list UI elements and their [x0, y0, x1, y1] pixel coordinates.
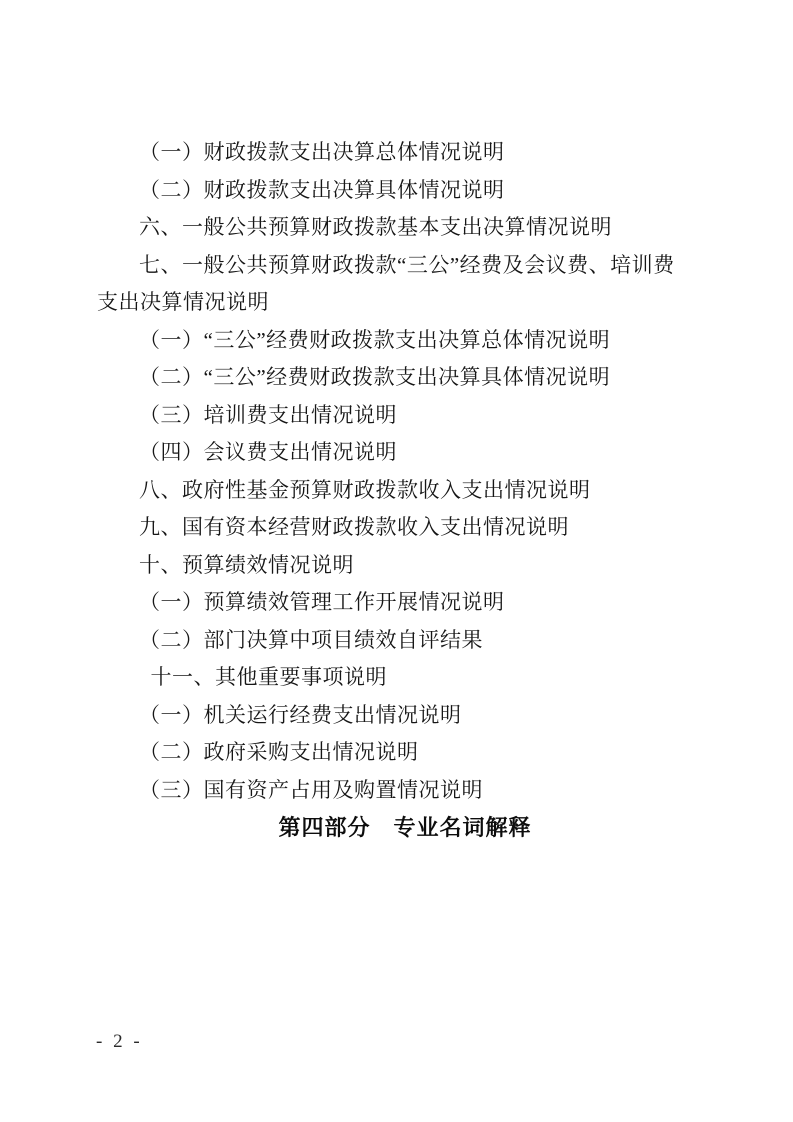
toc-line: 九、国有资本经营财政拨款收入支出情况说明	[139, 515, 569, 539]
toc-line: （一）“三公”经费财政拨款支出决算总体情况说明	[139, 327, 611, 352]
toc-line: （三）培训费支出情况说明	[139, 402, 397, 427]
section-heading: 第四部分 专业名词解释	[278, 815, 532, 840]
toc-line-continuation: 支出决算情况说明	[97, 290, 269, 314]
toc-line: （二）政府采购支出情况说明	[139, 740, 419, 764]
toc-line: 十一、其他重要事项说明	[150, 665, 388, 689]
toc-line: （四）会议费支出情况说明	[139, 440, 397, 464]
toc-line: （一）预算绩效管理工作开展情况说明	[139, 590, 505, 614]
toc-line: 六、一般公共预算财政拨款基本支出决算情况说明	[139, 215, 612, 239]
toc-line: （三）国有资产占用及购置情况说明	[139, 777, 483, 802]
toc-line: 十、预算绩效情况说明	[139, 552, 354, 577]
toc-line: （一）财政拨款支出决算总体情况说明	[139, 140, 505, 164]
toc-line: （二）财政拨款支出决算具体情况说明	[139, 177, 505, 202]
toc-line: 七、一般公共预算财政拨款“三公”经费及会议费、培训费	[139, 252, 675, 277]
toc-line: （一）机关运行经费支出情况说明	[139, 702, 462, 727]
page-number: - 2 -	[96, 1031, 143, 1052]
toc-line: （二）“三公”经费财政拨款支出决算具体情况说明	[139, 365, 611, 389]
toc-line: 八、政府性基金预算财政拨款收入支出情况说明	[139, 477, 591, 502]
table-of-contents	[97, 134, 713, 847]
toc-line: （二）部门决算中项目绩效自评结果	[139, 627, 483, 652]
